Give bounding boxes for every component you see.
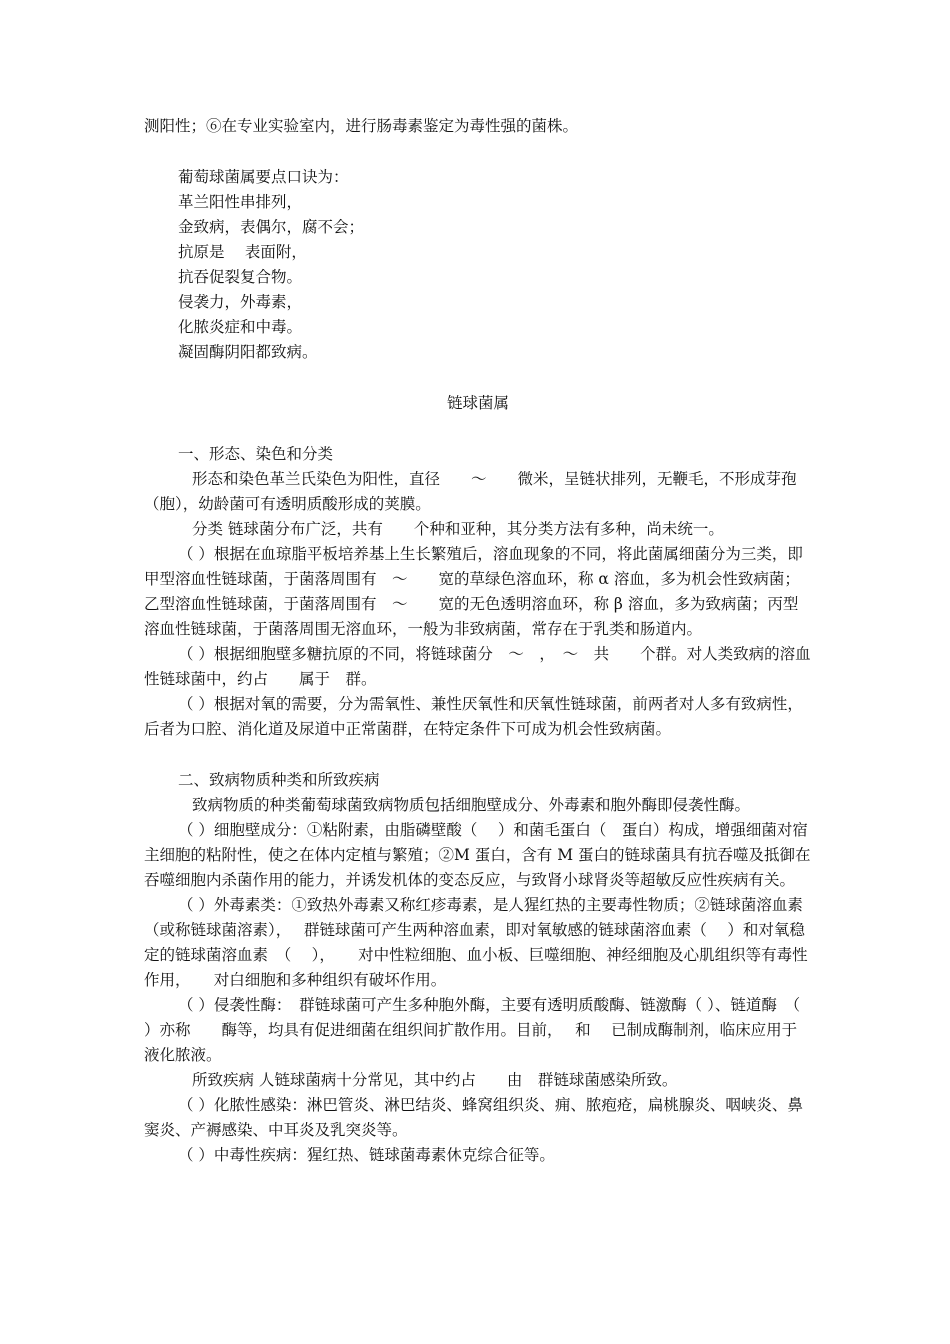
paragraph: （ ）根据对氧的需要，分为需氧性、兼性厌氧性和厌氧性链球菌，前两者对人多有致病性，后者为口腔、消化道及尿道中正常菌群，在特定条件下可成为机会性致病菌。 bbox=[144, 695, 803, 738]
paragraph: 致病物质的种类葡萄球菌致病物质包括细胞壁成分、外毒素和胞外酶即侵袭性酶。 bbox=[192, 796, 751, 814]
spacer bbox=[144, 416, 812, 442]
spacer bbox=[144, 365, 812, 391]
poem-line: 凝固酶阴阳都致病。 bbox=[178, 343, 318, 361]
poem-line: 革兰阳性串排列， bbox=[178, 193, 303, 211]
paragraph: （ ）根据细胞壁多糖抗原的不同，将链球菌分 ～ ， ～ 共 个群。对人类致病的溶血性链球菌中，约占 属于 群。 bbox=[144, 645, 811, 688]
poem-line: 化脓炎症和中毒。 bbox=[178, 318, 303, 336]
paragraph: 分类 链球菌分布广泛，共有 个种和亚种，其分类方法有多种，尚未统一。 bbox=[192, 520, 724, 538]
section-morphology bbox=[144, 442, 812, 742]
paragraph: 所致疾病 人链球菌病十分常见，其中约占 由 群链球菌感染所致。 bbox=[192, 1071, 678, 1089]
paragraph: （ ）中毒性疾病：猩红热、链球菌毒素休克综合征等。 bbox=[178, 1146, 555, 1164]
poem-line: 抗吞促裂复合物。 bbox=[178, 268, 303, 286]
mnemonic-poem bbox=[144, 165, 812, 365]
paragraph: （ ）根据在血琼脂平板培养基上生长繁殖后，溶血现象的不同，将此菌属细菌分为三类，即甲型溶血性链球菌，于菌落周围有 ～ 宽的草绿色溶血环，称 α 溶血，多为机会性致病菌；乙型溶血性链球菌，于菌落周围有 ～ 宽的无色透明溶血环，称 β 溶血，多为致病菌；丙型溶血性链球菌，于菌落周围无溶血环，一般为非致病菌，常存在于乳类和肠道内。 bbox=[144, 545, 803, 638]
intro-line: 测阳性；⑥在专业实验室内，进行肠毒素鉴定为毒性强的菌株。 bbox=[144, 117, 579, 135]
spacer bbox=[144, 139, 812, 165]
section-heading: 二、致病物质种类和所致疾病 bbox=[178, 771, 380, 789]
paragraph: （ ）化脓性感染：淋巴管炎、淋巴结炎、蜂窝组织炎、痈、脓疱疮，扁桃腺炎、咽峡炎、鼻窦炎、产褥感染、中耳炎及乳突炎等。 bbox=[144, 1096, 803, 1139]
section-heading: 一、形态、染色和分类 bbox=[178, 445, 334, 463]
poem-line: 侵袭力，外毒素， bbox=[178, 293, 303, 311]
paragraph: （ ）外毒素类：①致热外毒素又称红疹毒素，是人猩红热的主要毒性物质；②链球菌溶血素（或称链球菌溶素）， 群链球菌可产生两种溶血素，即对氧敏感的链球菌溶血素（ ）和对氧稳定的链球菌溶血素 （ ）， 对中性粒细胞、血小板、巨噬细胞、神经细胞及心肌组织等有毒性作用， 对白细胞和多种组织有破坏作用。 bbox=[144, 896, 808, 989]
section-title: 链球菌属 bbox=[446, 394, 509, 412]
paragraph: （ ）细胞壁成分：①粘附素，由脂磷壁酸（ ）和菌毛蛋白（ 蛋白）构成，增强细菌对宿主细胞的粘附性，使之在体内定植与繁殖；②M 蛋白，含有 M 蛋白的链球菌具有抗吞噬及抵御在吞噬细胞内杀菌作用的能力，并诱发机体的变态反应，与致肾小球肾炎等超敏反应性疾病有关。 bbox=[144, 821, 811, 889]
poem-line: 金致病，表偶尔，腐不会； bbox=[178, 218, 365, 236]
paragraph: （ ）侵袭性酶： 群链球菌可产生多种胞外酶，主要有透明质酸酶、链激酶（ ）、链道酶 （ ）亦称 酶等，均具有促进细菌在组织间扩散作用。目前， 和 已制成酶制剂，临床应用于液化脓液。 bbox=[144, 996, 801, 1064]
paragraph: 形态和染色革兰氏染色为阳性，直径 ～ 微米，呈链状排列，无鞭毛，不形成芽孢 （胞），幼龄菌可有透明质酸形成的荚膜。 bbox=[144, 470, 797, 513]
spacer bbox=[144, 742, 812, 768]
poem-title: 葡萄球菌属要点口诀为： bbox=[178, 168, 349, 186]
section-pathogenicity bbox=[144, 768, 812, 1168]
document-page bbox=[144, 114, 812, 1168]
poem-line: 抗原是 表面附， bbox=[178, 243, 307, 261]
